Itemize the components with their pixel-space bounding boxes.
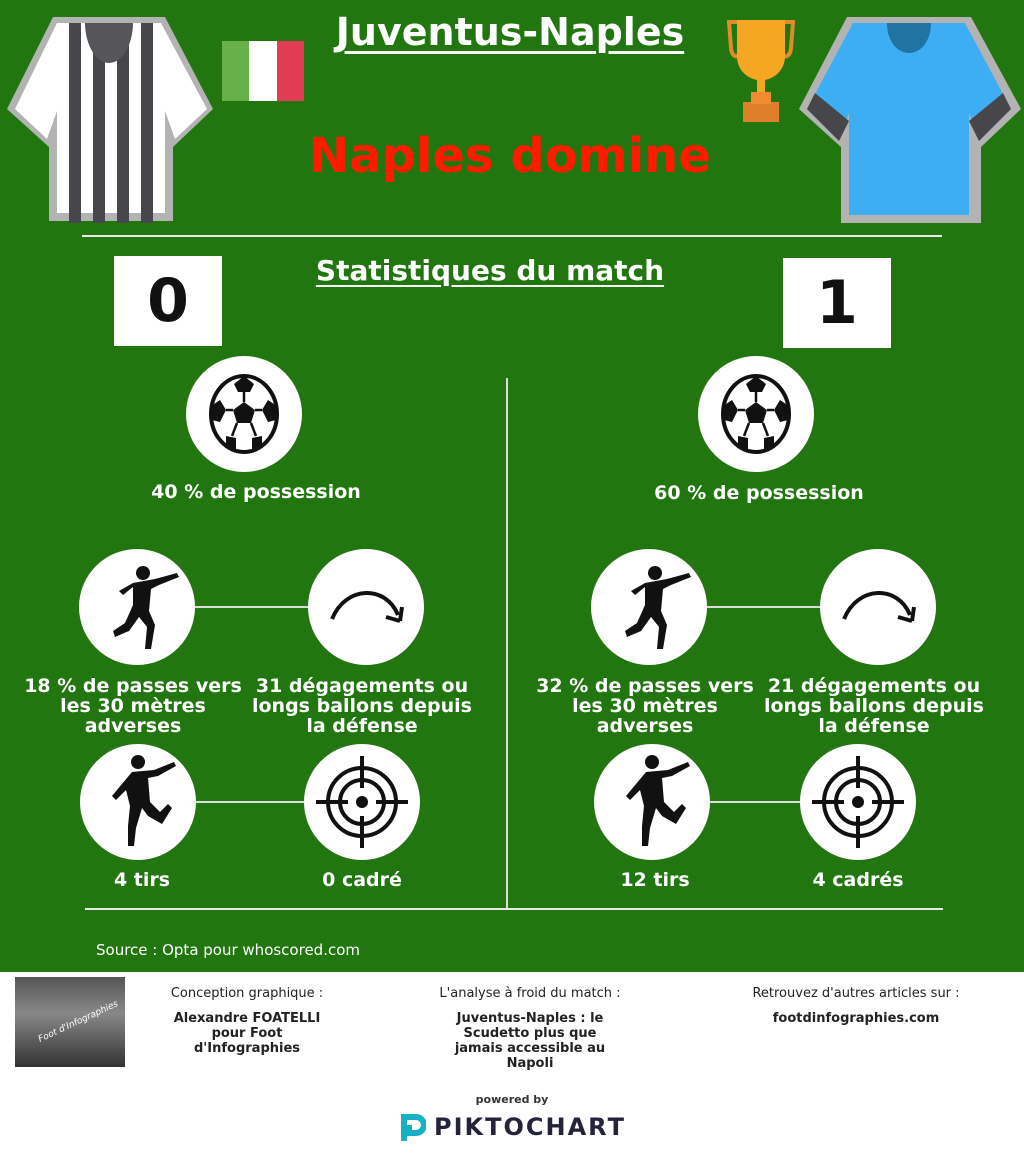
soccer-ball-icon [711, 369, 801, 459]
home-shots-circle [80, 744, 196, 860]
match-title: Juventus-Naples [335, 10, 685, 54]
player-shooting-icon [602, 752, 702, 852]
juventus-shirt-icon [5, 13, 215, 225]
away-score: 1 [783, 258, 891, 348]
connector [700, 801, 810, 803]
target-icon [312, 752, 412, 852]
vertical-divider [506, 378, 508, 910]
piktochart-logo[interactable] [400, 1111, 626, 1143]
powered-by: powered by [475, 1093, 549, 1106]
home-passes-circle [79, 549, 195, 665]
divider [82, 235, 942, 237]
credits-label: Conception graphique : [170, 986, 324, 1001]
connector [700, 606, 830, 608]
target-icon [808, 752, 908, 852]
home-clearances-circle [308, 549, 424, 665]
source-note: Source : Opta pour whoscored.com [96, 941, 361, 959]
player-passing-icon [599, 557, 699, 657]
foot-infographies-logo[interactable] [15, 977, 125, 1067]
footer-article[interactable] [400, 986, 660, 1071]
away-on-target: 4 cadrés [812, 869, 904, 891]
home-possession-circle [186, 356, 302, 472]
away-shots-circle [594, 744, 710, 860]
player-shooting-icon [88, 752, 188, 852]
home-clearances: 31 dégagements ou longs ballons depuis la défense [251, 675, 472, 737]
player-passing-icon [87, 557, 187, 657]
footer-site[interactable] [726, 986, 986, 1026]
away-possession-circle [698, 356, 814, 472]
home-shots: 4 tirs [113, 869, 171, 891]
away-shots: 12 tirs [620, 869, 690, 891]
brand-name: PIKTOCHART [434, 1113, 626, 1141]
headline: Naples domine [309, 128, 711, 184]
logo-text: Foot d'Infographies [36, 999, 120, 1045]
away-passes: 32 % de passes vers les 30 mètres adverses [536, 675, 754, 737]
footer-credits [117, 986, 377, 1056]
away-clearances-circle [820, 549, 936, 665]
home-target-circle [304, 744, 420, 860]
article-label: L'analyse à froid du match : [439, 986, 621, 1001]
credits-value: Alexandre FOATELLI pour Foot d'Infographies [173, 1011, 321, 1056]
away-possession: 60 % de possession [654, 482, 864, 504]
curved-arrow-icon [833, 562, 923, 652]
home-on-target: 0 cadré [322, 869, 402, 891]
away-clearances: 21 dégagements ou longs ballons depuis la défense [763, 675, 984, 737]
soccer-ball-icon [199, 369, 289, 459]
stats-title: Statistiques du match [315, 254, 665, 287]
site-link[interactable]: footdinfographies.com [772, 1011, 940, 1026]
home-score: 0 [114, 256, 222, 346]
home-passes: 18 % de passes vers les 30 mètres adverses [24, 675, 242, 737]
home-possession: 40 % de possession [151, 481, 361, 503]
away-passes-circle [591, 549, 707, 665]
divider [85, 908, 943, 910]
piktochart-icon [400, 1111, 426, 1143]
article-link[interactable]: Juventus-Naples : le Scudetto plus que jamais accessible au Napoli [454, 1011, 606, 1071]
connector [190, 606, 320, 608]
connector [190, 801, 320, 803]
away-target-circle [800, 744, 916, 860]
napoli-shirt-icon [795, 13, 1023, 225]
site-label: Retrouvez d'autres articles sur : [752, 986, 960, 1001]
curved-arrow-icon [321, 562, 411, 652]
